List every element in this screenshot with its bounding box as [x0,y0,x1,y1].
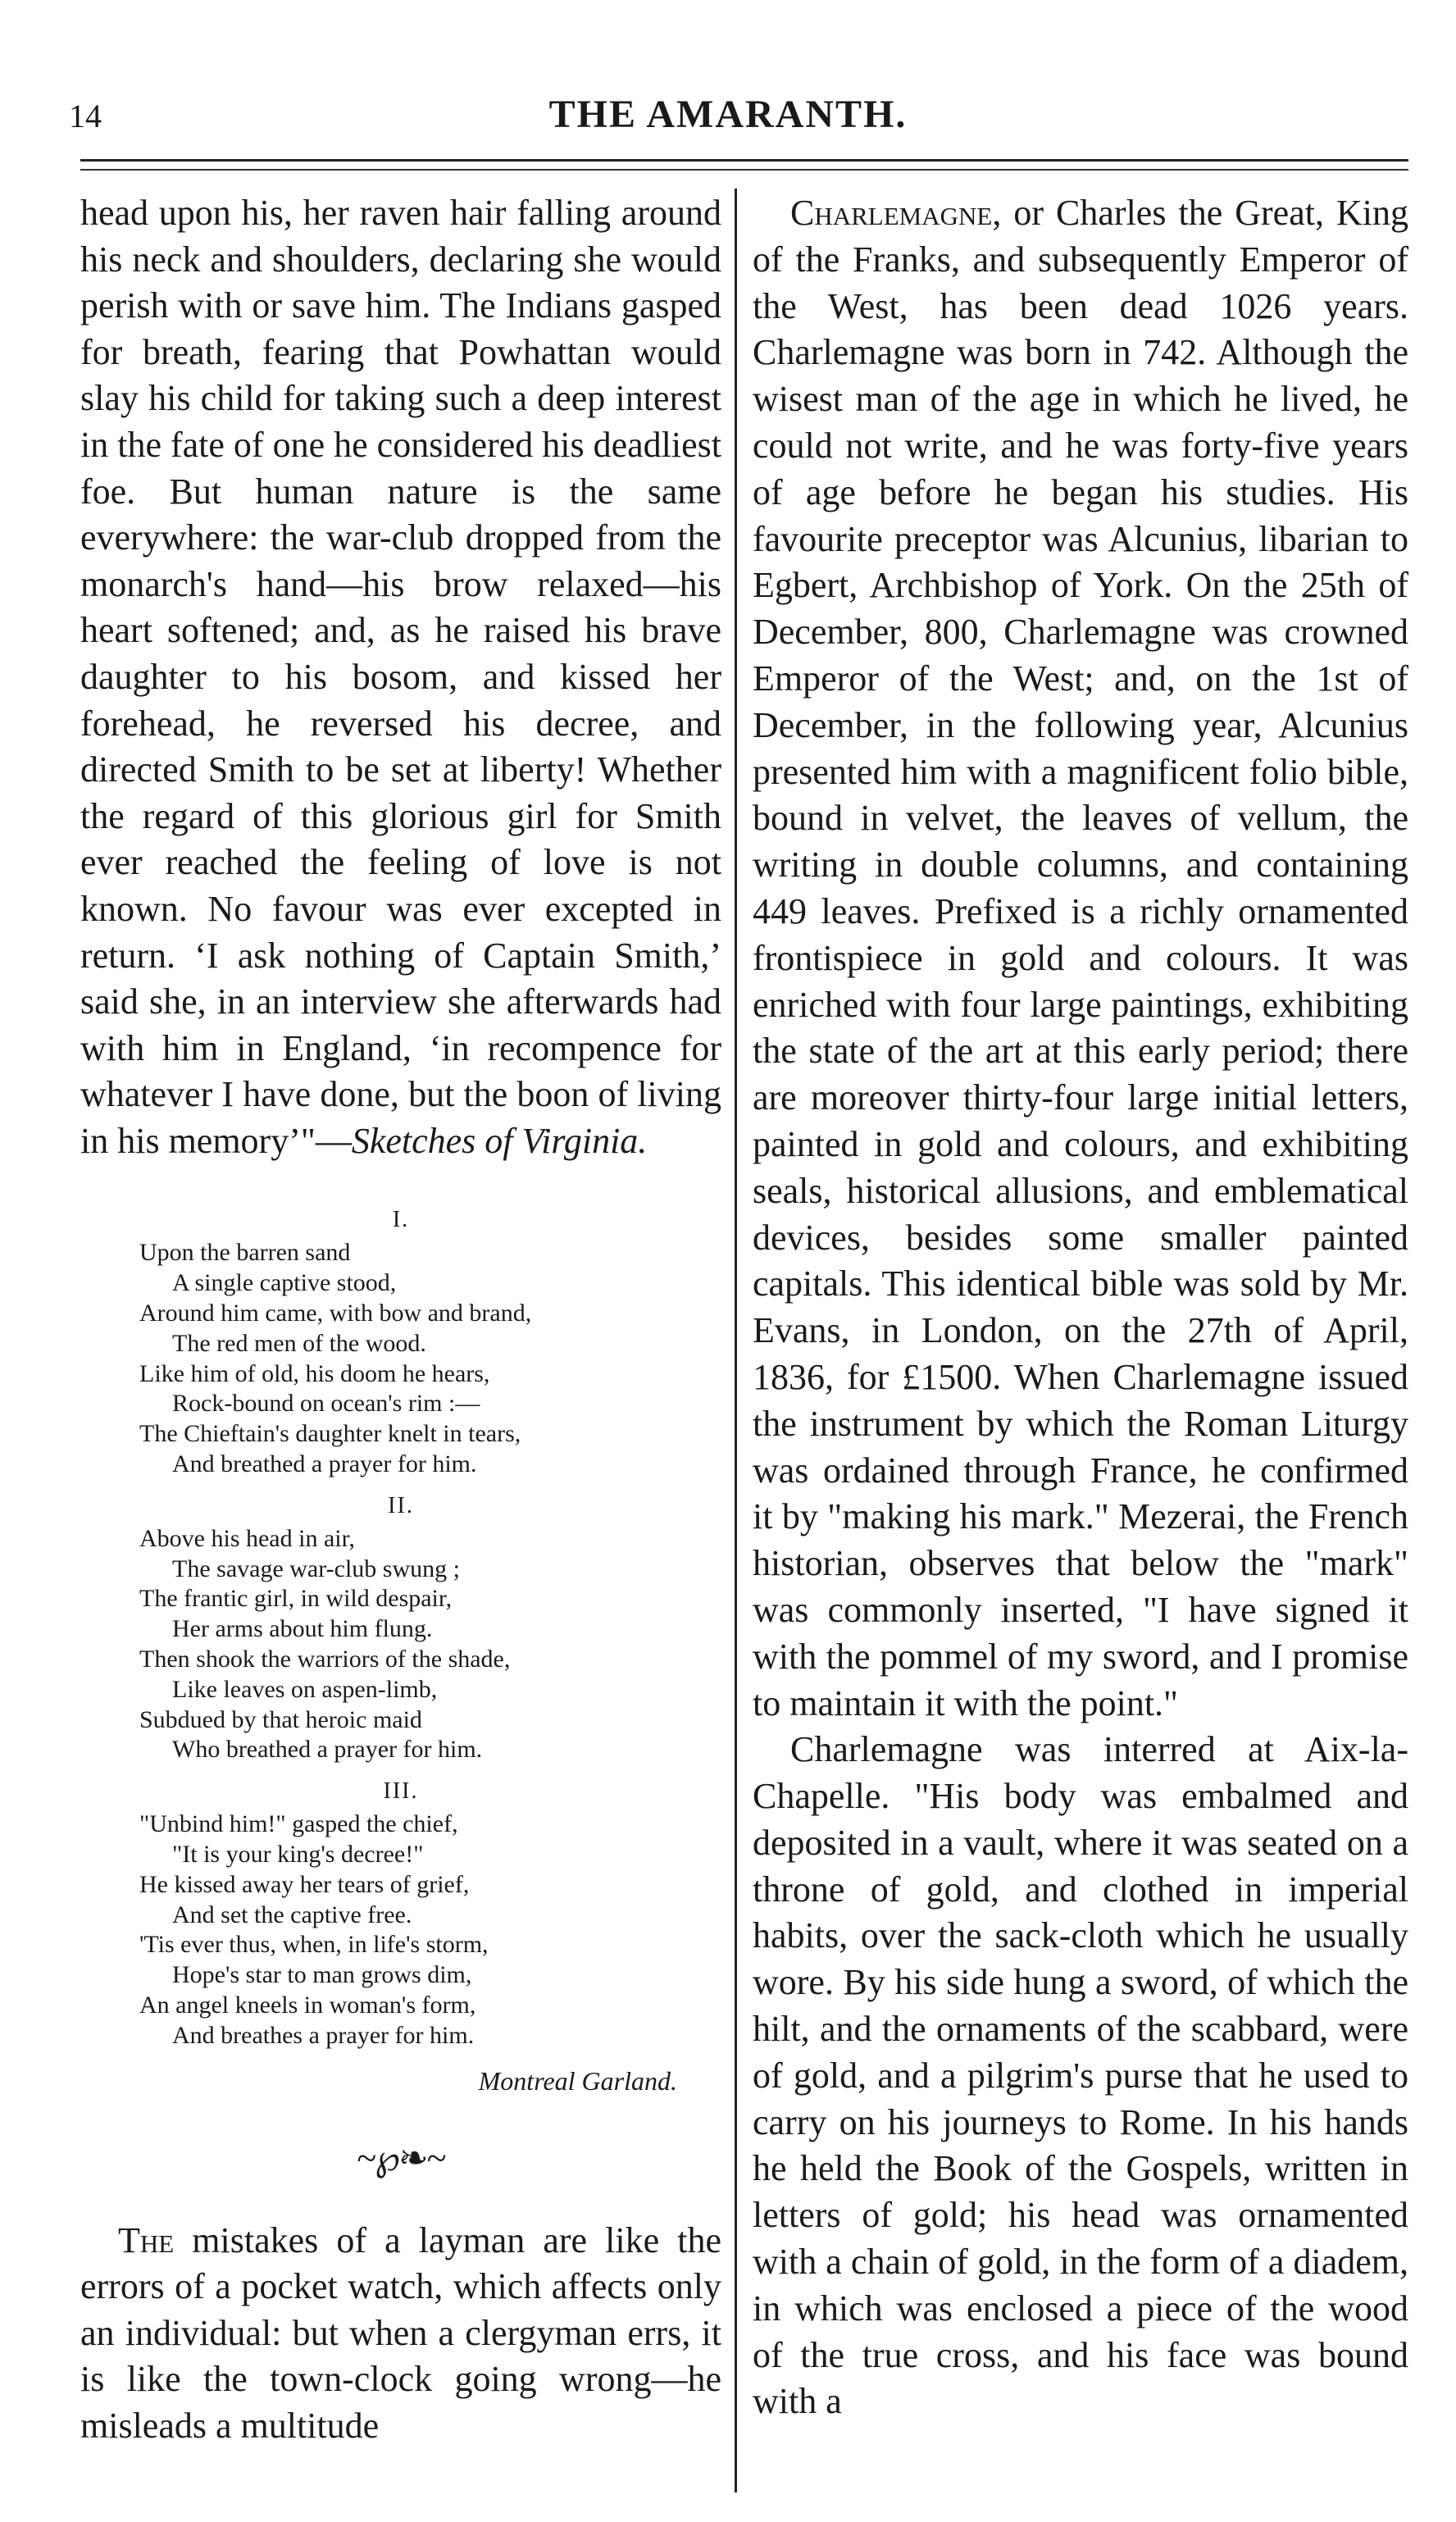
poem-line: Above his head in air, [139,1524,355,1552]
paragraph-text: , or Charles the Great, King of the Franks, and subsequently Emperor of the West, has been dead 1026 years. Charlemagne was born in 742. Although the wisest man of the age in which he lived, he could not write, and he was forty-five years of age before he began his studies. His favourite preceptor was Alcunius, libarian to Egbert, Archbishop of York. On the 25th of December, 800, Charlemagne was crowned Emperor of the West; and, on the 1st of December, in the following year, Alcunius presented him with a magnificent folio bible, bound in velvet, the leaves of vellum, the writing in double columns, and containing 449 leaves. Prefixed is a richly ornamented frontispiece in gold and colours. It was enriched with four large paintings, exhibiting the state of the art at this early period; there are moreover thirty-four large initial letters, painted in gold and colours, and exhibiting seals, historical allusions, and emblematical devices, besides some smaller painted capitals. This identical bible was sold by Mr. Evans, in London, on the 27th of April, 1836, for £1500. When Charlemagne issued the instrument by which the Roman Liturgy was ordained through France, he confirmed it by "making his mark." Mezerai, the French historian, observes that below the "mark" was commonly inserted, "I have signed it with the pommel of my sword, and I promise to maintain it with the point." [753,193,1408,1723]
stanza [80,1810,721,2051]
column-divider [735,189,737,2492]
poem-line: Upon the barren sand [139,1239,351,1267]
lead-word: The [118,2219,175,2260]
poem-line: "Unbind him!" gasped the chief, [139,1810,458,1838]
poem-line: And set the captive free. [172,1901,412,1928]
stanza-number: I. [392,1207,410,1233]
poem-line: Who breathed a prayer for him. [172,1736,483,1764]
ornament-divider: ~℘❧~ [357,2137,445,2178]
paragraph-text: head upon his, her raven hair falling around his neck and shoulders, declaring she would perish with or save him. The Indians gasped for breath, fearing that Powhattan would slay his child for taking such a deep interest in the fate of one he considered his deadliest foe. But human nature is the same everywhere: the war-club dropped from the monarch's hand—his brow relaxed—his heart softened; and, as he raised his brave daughter to his bosom, and kissed her forehead, he reversed his decree, and directed Smith to be set at liberty! Whether the regard of this glorious girl for Smith ever reached the feeling of love is not known. No favour was ever excepted in return. ‘I ask nothing of Captain Smith,’ said she, in an interview she afterwards had with him in England, ‘in recompence for whatever I have done, but the boon of living in his memory’"— [80,193,721,1161]
stanza-number: III. [383,1778,419,1805]
poem-line: Rock-bound on ocean's rim :— [172,1390,480,1418]
mistakes-paragraph [80,2218,721,2450]
interment-paragraph: Charlemagne was interred at Aix-la-Chapelle. "His body was embalmed and deposited in a vault, where it was seated on a throne of gold, and clothed in imperial habits, over the sack-cloth which he usually wore. By his side hung a sword, of which the hilt, and the ornaments of the scabbard, were of gold, and a pilgrim's purse that he used to carry on his journeys to Rome. In his hands he held the Book of the Gospels, written in letters of gold; his head was ornamented with a chain of gold, in the form of a diadem, in which was enclosed a piece of the wood of the true cross, and his face was bound with a [753,1729,1408,2422]
attribution: Sketches of Virginia. [351,1120,648,1161]
poem-signature: Montreal Garland. [478,2065,677,2096]
right-column [753,190,1408,2425]
header-rule [80,159,1408,162]
poem-line: Hope's star to man grows dim, [172,1961,472,1989]
poem-line: A single captive stood, [172,1269,397,1297]
stanza-number: II. [388,1492,414,1518]
poem-line: Like leaves on aspen-limb, [172,1675,438,1703]
charlemagne-paragraph [753,190,1408,1727]
poem-line: Her arms about him flung. [172,1615,433,1643]
poem-line: Then shook the warriors of the shade, [139,1646,511,1673]
poem-line: The red men of the wood. [172,1329,426,1357]
poem [80,1202,721,2096]
page-number: 14 [69,98,102,134]
poem-line: The frantic girl, in wild despair, [139,1585,453,1613]
stanza [80,1238,721,1479]
poem-line: Like him of old, his doom he hears, [139,1359,490,1387]
powhattan-paragraph [80,190,721,1164]
poem-line: The savage war-club swung ; [172,1555,460,1582]
poem-line: And breathes a prayer for him. [172,2021,475,2049]
poem-line: He kissed away her tears of grief, [139,1870,470,1898]
running-head: THE AMARANTH. [548,93,908,136]
poem-line: The Chieftain's daughter knelt in tears, [139,1420,521,1448]
poem-line: 'Tis ever thus, when, in life's storm, [139,1931,489,1959]
lead-word: Charlemagne [790,193,993,233]
header-rule-thin [80,169,1408,171]
poem-line: Subdued by that heroic maid [139,1705,422,1733]
paragraph-text: mistakes of a layman are like the errors of a pocket watch, which affects only an individual: but when a clergyman errs, it is like the town-clock going wrong—he misleads a multitude [80,2219,721,2446]
poem-line: "It is your king's decree!" [172,1841,424,1869]
left-column [80,190,721,2450]
poem-line: Around him came, with bow and brand, [139,1300,532,1327]
poem-line: And breathed a prayer for him. [172,1450,477,1478]
stanza [80,1524,721,1765]
poem-line: An angel kneels in woman's form, [139,1992,476,2019]
